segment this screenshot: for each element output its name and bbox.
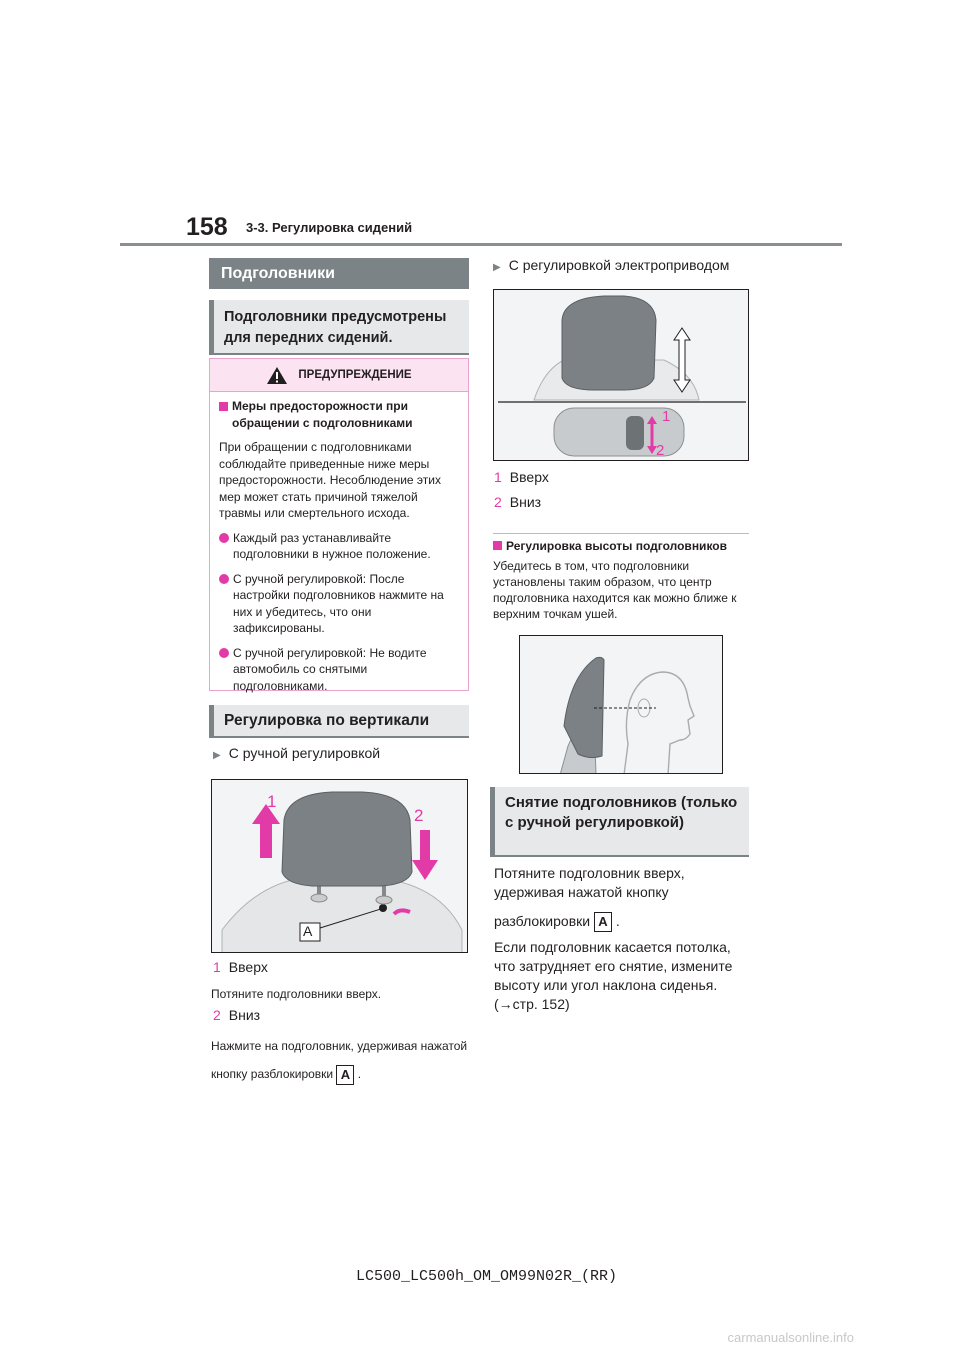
step-text: Вниз [228,1007,261,1023]
figure-label-2: 2 [414,806,424,825]
watermark: carmanualsonline.info [727,1330,854,1345]
section-title-text: Подголовники [221,264,335,282]
figure-label-2: 2 [656,442,665,459]
warning-item [219,530,459,563]
removal-text-2: разблокировки [494,913,591,929]
power-label [493,256,729,277]
warning-item [219,571,459,637]
power-headrest-illustration [494,290,749,461]
warning-label: ПРЕДУПРЕЖДЕНИЕ [298,369,412,381]
warning-header [210,359,468,392]
removal-line-2: разблокировки A . [494,912,750,932]
step-up-desc: Потяните подголовники вверх. [211,987,382,1001]
square-bullet-icon [493,541,502,550]
removal-text-3: Если подголовник касается потолка, что затрудняет его снятие, измените высоту или угол наклона сиденья. [494,939,733,994]
arrow-right-icon: → [498,996,513,1013]
divider [493,533,749,534]
height-title [493,539,727,553]
power-step-down [494,493,541,512]
page-number: 158 [186,213,228,241]
step-up [213,958,268,977]
step-text: Вверх [509,469,549,485]
warning-icon [266,366,288,385]
step-number: 1 [494,469,502,485]
figure-label-1: 1 [267,792,277,811]
dot-bullet-icon [219,574,229,584]
warning-text: При обращении с подголовниками соблюдайте приведенные ниже меры предосторожности. Несоблюдение этих мер может стать причиной тяжелой травмы или смертельного исхода. [219,440,441,520]
manual-label-text: С ручной регулировкой [228,745,381,761]
release-button-key: A [594,912,612,932]
step-text: Вниз [509,494,542,510]
manual-label [213,744,380,765]
dot-bullet-icon [219,533,229,543]
warning-item-text: С ручной регулировкой: Не водите автомобиль со снятыми подголовниками. [233,645,427,693]
figure-label-1: 1 [662,408,671,425]
release-button-key: A [336,1065,354,1085]
warning-item-text: С ручной регулировкой: После настройки подголовников нажмите на них и убедитесь, что они зафиксированы. [233,571,444,635]
power-label-text: С регулировкой электроприводом [508,257,730,273]
step-number: 2 [494,494,502,510]
height-text: Убедитесь в том, что подголовники установлены таким образом, что центр подголовника находится как можно ближе к верхним точкам ушей. [493,559,737,621]
triangle-bullet-icon: ▶ [493,262,501,273]
step-down-desc: Нажмите на подголовник, удерживая нажатой кнопку разблокировки A . [211,1032,469,1088]
removal-text-1: Потяните подголовник вверх, удерживая нажатой кнопку [494,865,685,900]
section-title-removal [490,787,749,857]
power-headrest-figure [493,289,749,461]
step-down [213,1006,260,1025]
step-down-desc-text: Нажмите на подголовник, удерживая нажатой кнопку разблокировки [211,1039,468,1081]
warning-item [219,645,459,695]
warning-heading [219,398,459,431]
section-title-text: Снятие подголовников (только с ручной регулировкой) [505,794,738,831]
header-rule [120,243,842,246]
page-reference-text: стр. 152 [512,996,566,1013]
page-reference: (→стр. 152) [494,996,570,1013]
step-number: 1 [213,959,221,975]
ear-position-illustration [520,636,723,774]
chapter-title: 3-3. Регулировка сидений [246,220,413,235]
intro-text: Подголовники предусмотрены для передних сидений. [224,309,447,346]
section-title-text: Регулировка по вертикали [224,711,430,729]
warning-item-text: Каждый раз устанавливайте подголовники в нужное положение. [233,530,431,561]
section-title-vertical [209,705,469,738]
step-text: Вверх [228,959,268,975]
warning-box [209,358,469,691]
headrest-illustration [212,780,468,953]
dot-bullet-icon [219,648,229,658]
removal-text [494,864,750,1014]
warning-heading-text: Меры предосторожности при обращении с подголовниками [232,399,413,430]
manual-headrest-figure [211,779,468,953]
step-number: 2 [213,1007,221,1023]
intro-box [209,300,469,355]
power-step-up [494,468,549,487]
figure-label-a: A [303,923,313,939]
footer-code: LC500_LC500h_OM_OM99N02R_(RR) [356,1268,618,1285]
square-bullet-icon [219,402,228,411]
ear-position-figure [519,635,723,774]
triangle-bullet-icon: ▶ [213,750,221,761]
height-title-text: Регулировка высоты подголовников [506,539,727,553]
section-title-headrests [209,258,469,289]
